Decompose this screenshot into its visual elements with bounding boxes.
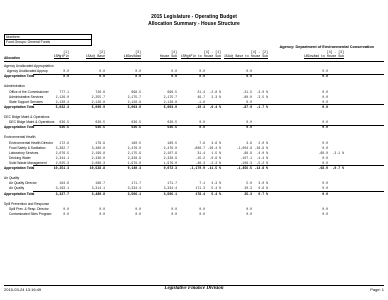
total-rule (33, 191, 384, 192)
row-value: 636.5 (59, 120, 69, 125)
row-value: 172.6 (59, 140, 69, 145)
row-value: 0.0 (322, 186, 328, 191)
row-value: 2,196.8 (91, 150, 105, 155)
row-value: 726.6 (95, 89, 105, 94)
row-value: 636.5 (131, 120, 141, 125)
row-value: 0.0 (99, 206, 105, 211)
row-value: 698.5 (131, 89, 141, 94)
row-value: 2,476.0 (163, 145, 177, 150)
row-label: DEC Bldge Maint & Operations (9, 120, 55, 125)
row-value: 0.0 (171, 206, 177, 211)
report-subtitle: Allocation Summary - House Structure (148, 21, 240, 27)
row-label: Air Quality Director (9, 181, 37, 186)
row-value: 2,328.9 (163, 155, 177, 160)
row-value: 0.0 (322, 145, 328, 150)
row-value: 0.0 (63, 211, 69, 216)
row-label: DEC Bldge Maint & Operations (4, 115, 50, 119)
row-label: Spill Prevention and Response (4, 201, 50, 206)
row-value: 31.4 (197, 150, 205, 155)
row-value: 0.0 (322, 181, 328, 186)
row-value: 2,130.4 (55, 99, 69, 104)
row-value: 636.5 (95, 120, 105, 125)
report-title: 2015 Legislature - Operating Budget (151, 14, 237, 20)
row-value: 0.0 (322, 89, 328, 94)
row-value: 2,175.9 (127, 150, 141, 155)
row-label: Contaminated Sites Program (9, 211, 52, 216)
row-value: -1,004.8 (236, 145, 252, 150)
column-header-4: [4] House Sub (159, 50, 177, 58)
row-value: 2,255.7 (91, 94, 105, 99)
row-value: 0.0 (171, 74, 177, 79)
column-header-6: [4] - [2] 15Adj Base to House Sub (224, 50, 268, 58)
row-value: 3.6 (246, 140, 252, 145)
total-rule (33, 74, 384, 75)
row-value: 3,327.7 (55, 191, 69, 196)
row-value: 0.0 (171, 69, 177, 74)
row-value: 3.0 % (258, 181, 268, 186)
row-label: Laboratory Services (9, 150, 39, 155)
row-value: -11.5 % (207, 166, 221, 170)
row-value: 3,506.1 (127, 191, 141, 196)
row-value: 2,126.0 (55, 94, 69, 99)
row-value: 4.6 % (211, 140, 221, 145)
row-value: 0.0 (199, 74, 205, 79)
row-value: 5,003.0 (163, 104, 177, 109)
row-value: 0.0 (246, 69, 252, 74)
row-value: 0.0 (322, 69, 328, 74)
row-value: 0.0 (199, 69, 205, 74)
row-value: 2,476.0 (127, 145, 141, 150)
row-value: 5.4 % (211, 186, 221, 191)
row-value: 2,128.8 (91, 99, 105, 104)
page-number: Page: 1 (370, 287, 384, 292)
division-name: Legislative Finance Division (164, 286, 224, 291)
row-value: 2.0 % (258, 140, 268, 145)
row-value: 777.1 (59, 89, 69, 94)
column-header-2: [2] 15Adj Base (85, 50, 105, 58)
row-value: 2.3 % (211, 94, 221, 99)
row-value: 0.0 (322, 140, 328, 145)
row-value: 20.3 (244, 186, 252, 191)
row-value: -13.8 % (254, 166, 268, 170)
row-value: 2,128.8 (163, 99, 177, 104)
row-value: -2.3 % (209, 160, 221, 165)
row-value: -46.3 (195, 160, 205, 165)
row-value: 171.3 (195, 186, 205, 191)
row-value: 0.0 (99, 211, 105, 216)
row-value: -2.8 % (209, 89, 221, 94)
row-value: 3,480.8 (91, 191, 105, 196)
row-value: 180.5 (131, 140, 141, 145)
allocation-column-label: Allocation (4, 56, 20, 60)
row-value: 21.4 (197, 89, 205, 94)
row-value: 178.4 (195, 191, 205, 196)
row-label: Appropriation Total (4, 74, 35, 79)
row-value: 49.7 (197, 94, 205, 99)
report-timestamp: 2015-03-24 13:16:49 (4, 287, 42, 292)
row-value: 0.0 (63, 206, 69, 211)
row-value: -5.2 % (256, 160, 268, 165)
row-value: 164.6 (59, 181, 69, 186)
row-value: 0.0 (199, 206, 205, 211)
column-header-3: [3] 16Gov0Amd (123, 50, 141, 58)
column-header-1: [1] 15MgtPln (53, 50, 69, 58)
row-value: 3,334.4 (127, 186, 141, 191)
row-value: 0.7 % (258, 191, 268, 196)
row-value: 1.5 % (211, 150, 221, 155)
row-label: Office of the Commissioner (9, 89, 49, 94)
row-value: 0.0 (99, 69, 105, 74)
row-value: -1,456.5 (236, 166, 252, 170)
row-value: 2,175.7 (127, 94, 141, 99)
row-value: 5,022.3 (55, 104, 69, 109)
row-value: -1.6 (197, 99, 205, 104)
row-value: -0.6 % (209, 155, 221, 160)
agency-label: Agency: Department of Environmental Conservation (279, 45, 374, 49)
row-value: 0.0 (135, 74, 141, 79)
row-value: 0.0 (246, 211, 252, 216)
row-value: 2,107.9 (163, 150, 177, 155)
row-value: 2,175.7 (163, 94, 177, 99)
row-value: -4.0 % (256, 150, 268, 155)
row-value: 2,025.3 (55, 160, 69, 165)
row-value: 0.0 (246, 74, 252, 79)
row-label: Appropriation Total (4, 191, 35, 196)
row-value: 0.0 (322, 74, 328, 79)
row-value: 3,314.1 (91, 186, 105, 191)
row-label: Solid Waste Management (9, 160, 47, 165)
row-value: 10,528.8 (89, 166, 105, 170)
row-label: Agency Unallocated Appropriation (4, 64, 54, 68)
row-value: 0.0 (322, 160, 328, 165)
row-label: Appropriation Total (4, 125, 35, 130)
row-label: Food Safety & Sanitation (9, 145, 46, 150)
row-value: 0.0 (322, 104, 328, 109)
row-value: 2,076.5 (55, 150, 69, 155)
total-rule (33, 125, 384, 126)
row-value: -80.0 (242, 94, 252, 99)
row-value: 0.0 (171, 211, 177, 216)
row-value: -28.9 % (254, 145, 268, 150)
row-label: Environmental Health Director (9, 140, 53, 145)
row-value: 0.0 (63, 69, 69, 74)
row-value: 0.0 (135, 69, 141, 74)
row-value: -19.3 (195, 104, 205, 109)
row-value: 0.0 (322, 211, 328, 216)
row-value: -88.9 (242, 150, 252, 155)
row-value: -109.3 (240, 160, 252, 165)
row-value: 4.3 % (211, 181, 221, 186)
row-value: 25.3 (244, 191, 252, 196)
row-value: 9,140.3 (127, 166, 141, 170)
total-rule (33, 104, 384, 105)
row-value: -87.9 (242, 104, 252, 109)
row-value: 5.0 (246, 181, 252, 186)
row-value: 3,163.1 (55, 186, 69, 191)
row-value: -0.7 % (332, 166, 344, 170)
row-label: Appropriation Total (4, 104, 35, 109)
row-value: -15.2 (195, 155, 205, 160)
row-value: 2,128.8 (127, 99, 141, 104)
row-value: 3,362.7 (55, 145, 69, 150)
column-header-7: [4] - [3] 16GovAmd to House Sub (303, 50, 344, 58)
row-value: 7.1 (199, 181, 205, 186)
row-value: 0.0 (199, 120, 205, 125)
row-value: 0.0 (246, 206, 252, 211)
row-label: Air Quality (9, 186, 25, 191)
row-value: 5,003.0 (127, 104, 141, 109)
row-value: -3.0 % (256, 89, 268, 94)
row-value: 3,480.8 (91, 145, 105, 150)
row-value: 166.7 (95, 181, 105, 186)
column-header-5: [4] - [1] 15MgtPln to House Sub (180, 50, 221, 58)
row-value: 176.9 (95, 140, 105, 145)
allocation-row (0, 212, 388, 217)
row-value: 0.0 (99, 74, 105, 79)
row-value: 1,979.0 (163, 160, 177, 165)
row-label: Spill Prev. & Resp. Director (9, 206, 49, 211)
row-value: 636.5 (59, 125, 69, 130)
row-value: 0.0 (246, 125, 252, 130)
fund-groups-label: Fund Groups: General Funds (5, 39, 91, 44)
row-value: 171.7 (167, 181, 177, 186)
row-label: Environmental Health (4, 135, 36, 140)
row-value: 0.0 (322, 120, 328, 125)
row-value: 636.5 (95, 125, 105, 130)
row-value: -1.7 % (256, 104, 268, 109)
row-value: 0.0 (322, 94, 328, 99)
header-rule (4, 61, 384, 62)
row-value: 0.6 % (258, 186, 268, 191)
row-value: -107.1 (240, 155, 252, 160)
row-value: 0.0 (246, 120, 252, 125)
row-label: Appropriation Total (4, 166, 35, 170)
row-value: 0.0 (322, 206, 328, 211)
row-value: -0.4 % (209, 104, 221, 109)
row-value: 5.4 % (211, 191, 221, 196)
row-value: 0.0 (322, 99, 328, 104)
row-value: 171.7 (131, 181, 141, 186)
row-value: -3.1 % (332, 150, 344, 155)
row-value: 0.0 (322, 125, 328, 130)
row-value: 1,979.0 (127, 160, 141, 165)
row-label: Administration (4, 84, 25, 89)
row-label: Drinking Water (9, 155, 31, 160)
row-value: 0.0 (135, 211, 141, 216)
fund-group-box (4, 34, 92, 46)
row-value: -26.4 % (207, 145, 221, 150)
row-value: 9,072.3 (163, 166, 177, 170)
row-value: 7.9 (199, 140, 205, 145)
row-value: 0.0 (135, 206, 141, 211)
row-value: 0.0 (322, 191, 328, 196)
row-value: 10,251.3 (53, 166, 69, 170)
row-value: 2,088.3 (91, 160, 105, 165)
row-value: -1,179.0 (189, 166, 205, 170)
row-value: 0.0 (199, 211, 205, 216)
row-value: -3.5 % (256, 94, 268, 99)
row-value: 3,334.4 (163, 186, 177, 191)
row-value: 2,344.1 (55, 155, 69, 160)
row-value: 180.5 (167, 140, 177, 145)
row-value: 636.5 (167, 120, 177, 125)
row-value: 2,436.0 (91, 155, 105, 160)
row-label: State Support Services (9, 99, 43, 104)
row-value: 0.0 (246, 99, 252, 104)
row-label: Air Quality (4, 176, 20, 181)
row-value: -21.5 (242, 89, 252, 94)
row-value: 3,506.1 (163, 191, 177, 196)
row-value: -68.0 (318, 150, 328, 155)
row-value: 5,090.9 (91, 104, 105, 109)
row-value: -4.4 % (256, 155, 268, 160)
row-value: 698.5 (167, 89, 177, 94)
row-value: -68.0 (318, 166, 328, 170)
row-value: 2,328.9 (127, 155, 141, 160)
row-value: 0.0 (63, 74, 69, 79)
row-value: 636.5 (131, 125, 141, 130)
row-label: Agency Unallocated Approp (7, 69, 48, 74)
row-value: 0.0 (199, 125, 205, 130)
row-value: 636.5 (167, 125, 177, 130)
row-label: Administrative Services (9, 94, 44, 99)
row-value: -886.7 (193, 145, 205, 150)
numbers-label: Numbers (6, 35, 20, 39)
row-value: 0.0 (322, 155, 328, 160)
